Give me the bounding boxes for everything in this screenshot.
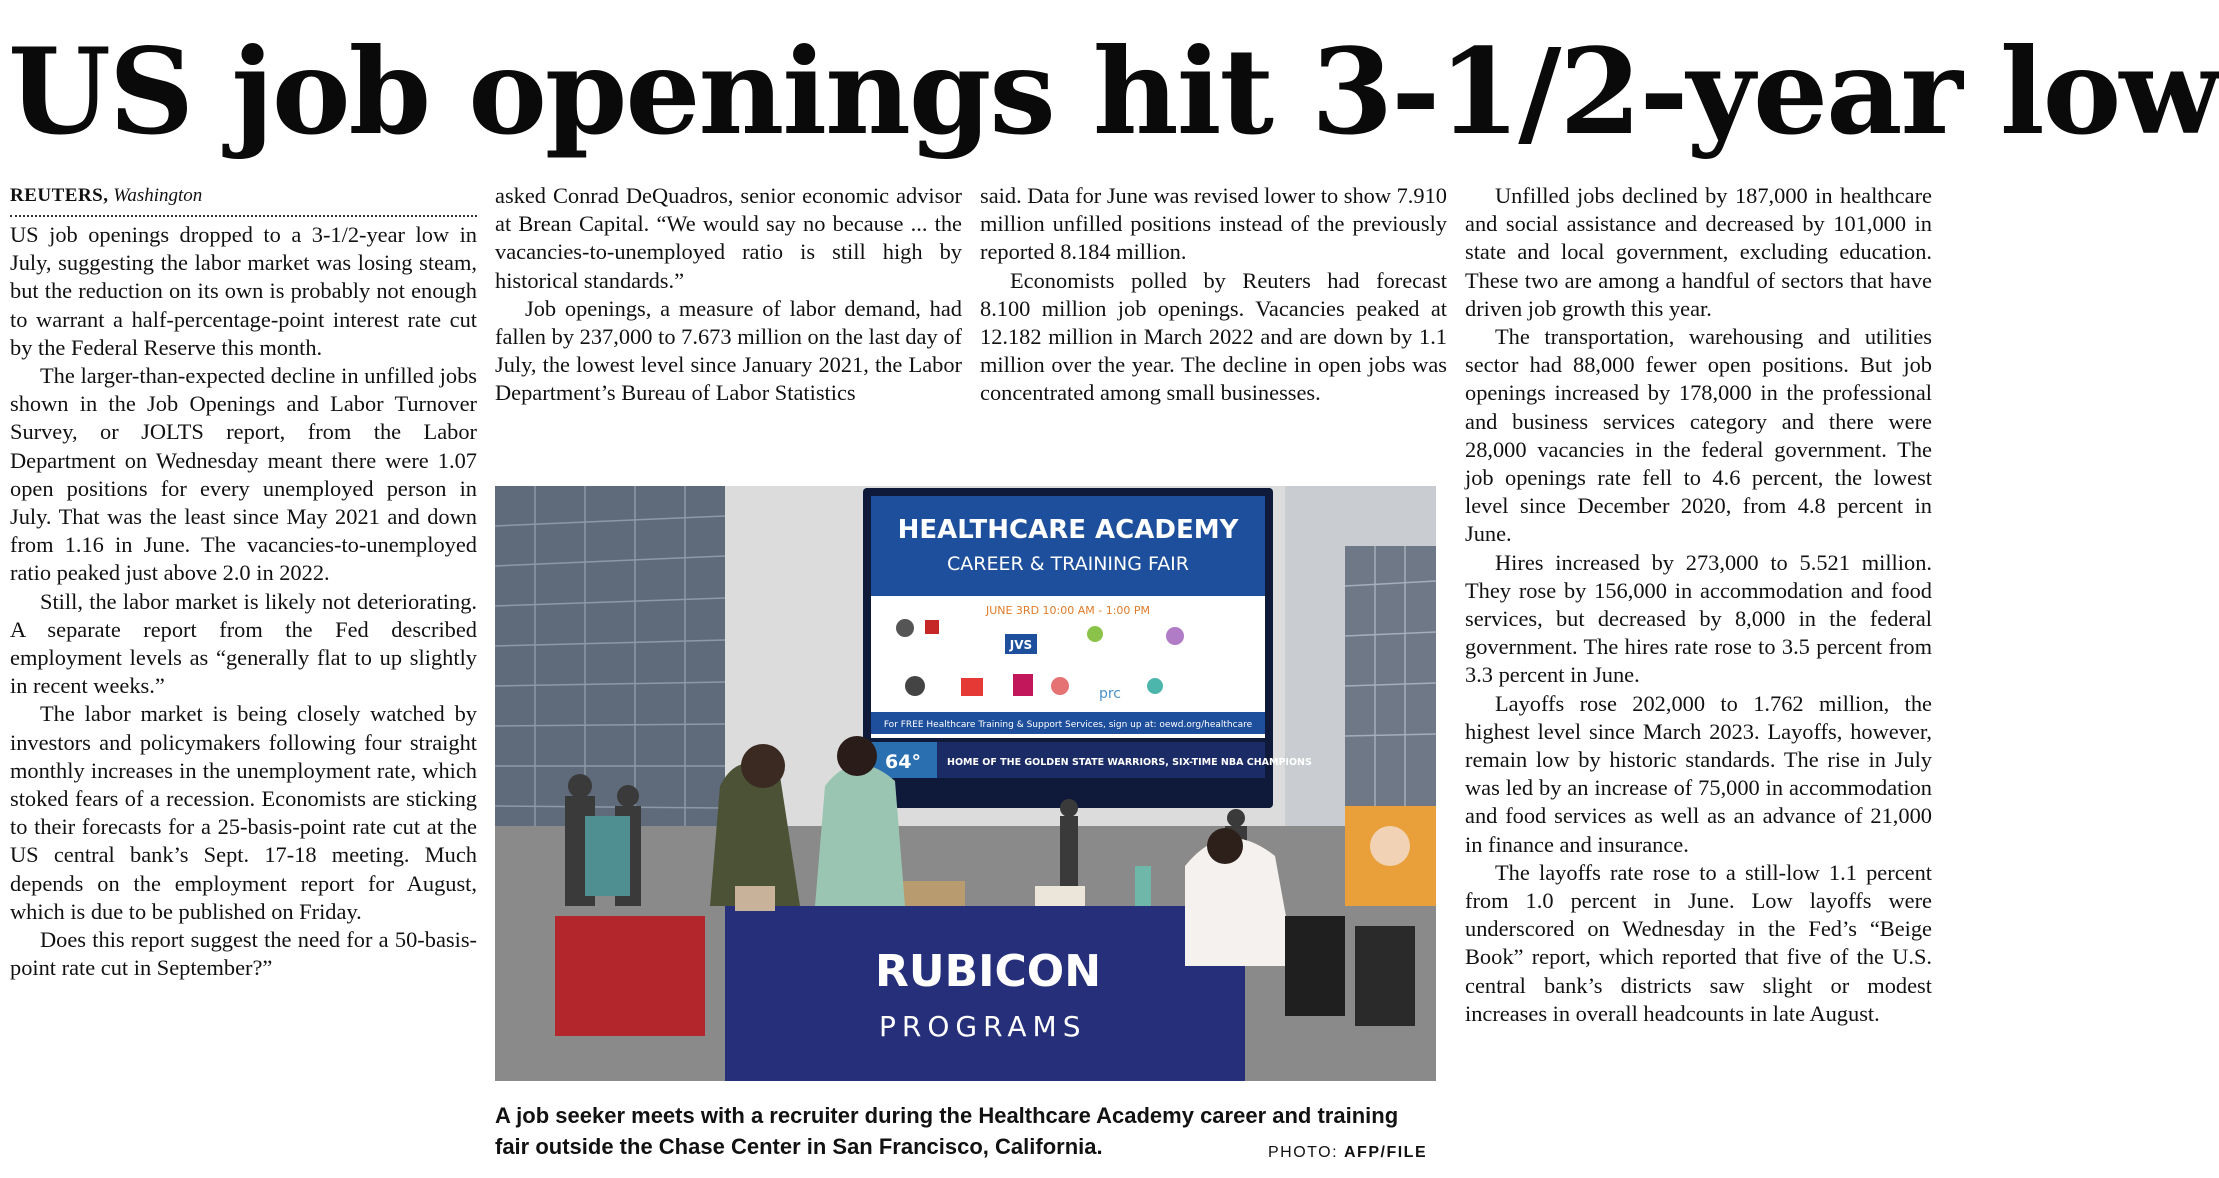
- byline-place: Washington: [113, 185, 203, 206]
- paragraph: The labor market is being closely watched by investors and policymakers following four straight monthly increases in the unemployment rate, which stoked fears of a recession. Economists are sticking to their forecasts for a 25-basis-point rate cut at the US central bank’s Sept. 17-18 meeting. Much depends on the employment report for August, which is due to be published on Friday.: [10, 701, 477, 924]
- photo-credit-source: AFP/FILE: [1344, 1144, 1428, 1161]
- recruiter-figure: [815, 765, 905, 906]
- article-column-3: [980, 182, 1447, 408]
- paragraph: Job openings, a measure of labor demand, had fallen by 237,000 to 7.673 million on the last day of July, the lowest level since January 2021, the Labor Department’s Bureau of Labor Statistics: [495, 295, 962, 406]
- paragraph: asked Conrad DeQuadros, senior economic advisor at Brean Capital. “We would say no because ... the vacancies-to-unemployed ratio is still high by historical standards.”: [495, 183, 962, 293]
- headline: US job openings hit 3-1/2-year low: [8, 22, 2219, 161]
- paragraph: Unfilled jobs declined by 187,000 in healthcare and social assistance and decreased by 101,000 in state and local government, excluding education. These two are among a handful of sectors that have driven job growth this year.: [1465, 183, 1932, 321]
- banner-title: RUBICON: [875, 946, 1102, 997]
- paragraph: Does this report suggest the need for a 50-basis-point rate cut in September?”: [10, 927, 477, 981]
- paragraph: The larger-than-expected decline in unfilled jobs shown in the Job Openings and Labor Turnover Survey, or JOLTS report, from the Labor Department on Wednesday meant there were 1.07 open positions for every unemployed person in July. That was the least since May 2021 and down from 1.16 in June. The vacancies-to-unemployed ratio peaked just above 2.0 in 2022.: [10, 363, 477, 586]
- ticker-temperature: 64°: [885, 751, 921, 773]
- photo-credit-label: PHOTO:: [1268, 1144, 1344, 1161]
- byline-agency: REUTERS,: [10, 185, 109, 206]
- photo-caption: A job seeker meets with a recruiter during the Healthcare Academy career and training fair outside the Chase Center in San Francisco, California.: [495, 1103, 1399, 1159]
- jvs-logo-text: JVS: [1009, 638, 1033, 652]
- article-column-2: [495, 182, 962, 408]
- byline: [10, 182, 477, 217]
- screen-date: JUNE 3RD 10:00 AM - 1:00 PM: [985, 604, 1151, 617]
- news-photo: [495, 486, 1436, 1081]
- paragraph: The layoffs rate rose to a still-low 1.1 percent from 1.0 percent in June. Low layoffs were underscored on Wednesday in the Fed’s “Beige Book” report, which reported that five of the U.S. central bank’s districts saw slight or modest increases in overall headcounts in late August.: [1465, 859, 1932, 1026]
- prc-logo: prc: [1098, 686, 1122, 702]
- article-column-4: [1465, 182, 1932, 1028]
- logo-icon: [1051, 677, 1069, 695]
- screen-footer: For FREE Healthcare Training & Support Services, sign up at: oewd.org/healthcare: [883, 720, 1253, 730]
- paragraph: US job openings dropped to a 3-1/2-year low in July, suggesting the labor market was losing steam, but the reduction on its own is probably not enough to warrant a half-percentage-point interest rate cut by the Federal Reserve this month.: [10, 222, 477, 360]
- screen-subtitle: CAREER & TRAINING FAIR: [947, 553, 1189, 575]
- paragraph: said. Data for June was revised lower to show 7.910 million unfilled positions instead of the previously reported 8.184 million.: [980, 183, 1447, 265]
- ticker-text: HOME OF THE GOLDEN STATE WARRIORS, SIX-TIME NBA CHAMPIONS: [947, 757, 1312, 768]
- photo-credit: [1268, 1144, 1427, 1162]
- screen-title: HEALTHCARE ACADEMY: [897, 515, 1239, 545]
- photo-illustration: [495, 486, 1436, 1081]
- banner-subtitle: PROGRAMS: [879, 1010, 1087, 1043]
- paragraph: Hires increased by 273,000 to 5.521 million. They rose by 156,000 in accommodation and food services, but decreased by 8,000 in the federal government. The hires rate rose to 3.5 percent from 3.3 percent in June.: [1465, 549, 1932, 688]
- logo-icon: [961, 678, 983, 696]
- logo-icon: [1087, 626, 1103, 642]
- paragraph: Still, the labor market is likely not deteriorating. A separate report from the Fed described employment levels as “generally flat to up slightly in recent weeks.”: [10, 588, 477, 699]
- logo-icon: [1147, 678, 1163, 694]
- paragraph: Economists polled by Reuters had forecast 8.100 million job openings. Vacancies peaked at 12.182 million in March 2022 and are down by 1.1 million over the year. The decline in open jobs was concentrated among small businesses.: [980, 267, 1447, 406]
- logo-icon: [1013, 674, 1033, 696]
- logo-icon: [905, 676, 925, 696]
- logo-icon: [1166, 627, 1184, 645]
- article-column-1: [10, 182, 477, 982]
- paragraph: The transportation, warehousing and utilities sector had 88,000 fewer open positions. But job openings increased by 178,000 in the professional and business services category and there were 28,000 vacancies in the federal government. The job openings rate fell to 4.6 percent, the lowest level since December 2020, from 4.8 percent in June.: [1465, 324, 1932, 547]
- oewd-logo-icon: [925, 620, 939, 634]
- logo-icon: [896, 619, 914, 637]
- paragraph: Layoffs rose 202,000 to 1.762 million, the highest level since March 2023. Layoffs, however, remain low by historic standards. The rise in July was led by an increase of 75,000 in accommodation and food services as well as an advance of 21,000 in finance and insurance.: [1465, 690, 1932, 857]
